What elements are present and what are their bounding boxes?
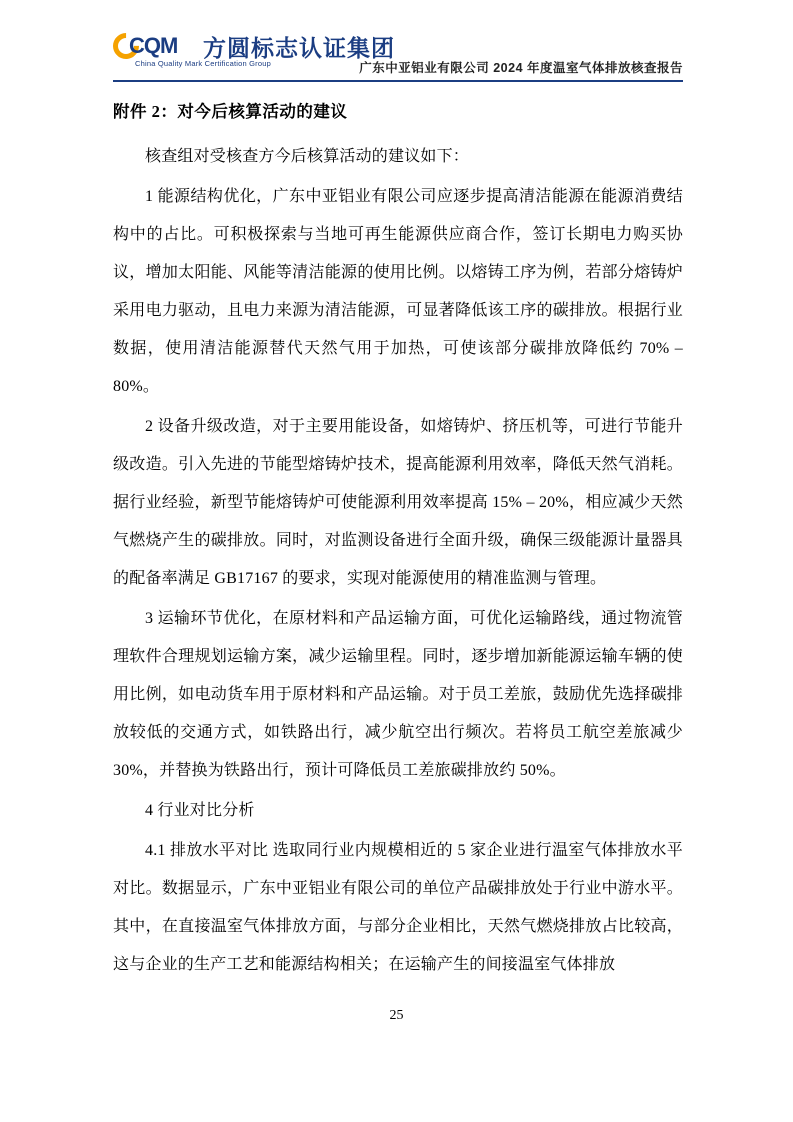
- header-document-title: 广东中亚铝业有限公司 2024 年度温室气体排放核查报告: [359, 61, 683, 75]
- document-body: [113, 98, 683, 986]
- paragraph-industry-comparison-heading: 4 行业对比分析: [145, 802, 255, 819]
- page-header: [113, 28, 683, 82]
- logo-company-name-en: China Quality Mark Certification Group: [135, 59, 271, 68]
- page-title: 附件 2：对今后核算活动的建议: [113, 102, 348, 121]
- page-number: 25: [389, 1008, 404, 1023]
- paragraph-equipment-upgrade: 2 设备升级改造，对于主要用能设备，如熔铸炉、挤压机等，可进行节能升级改造。引入先进的节能型熔铸炉技术，提高能源利用效率，降低天然气消耗。据行业经验，新型节能熔铸炉可使能源利用效率提高 15% – 20%，相应减少天然气燃烧产生的碳排放。同时，对监测设备进行全面升级，确保三级能源计量器具的配备率满足 GB17167 的要求，实现对能源使用的精准监测与管理。: [113, 418, 683, 587]
- cqm-logo-icon: [113, 31, 201, 61]
- paragraph-transport-optimization: 3 运输环节优化，在原材料和产品运输方面，可优化运输路线，通过物流管理软件合理规划运输方案，减少运输里程。同时，逐步增加新能源运输车辆的使用比例，如电动货车用于原材料和产品运输。对于员工差旅，鼓励优先选择碳排放较低的交通方式，如铁路出行，减少航空出行频次。若将员工航空差旅减少 30%，并替换为铁路出行，预计可降低员工差旅碳排放约 50%。: [113, 610, 683, 779]
- paragraph-energy-structure: 1 能源结构优化，广东中亚铝业有限公司应逐步提高清洁能源在能源消费结构中的占比。可积极探索与当地可再生能源供应商合作，签订长期电力购买协议，增加太阳能、风能等清洁能源的使用比例。以熔铸工序为例，若部分熔铸炉采用电力驱动，且电力来源为清洁能源，可显著降低该工序的碳排放。根据行业数据，使用清洁能源替代天然气用于加热，可使该部分碳排放降低约 70% – 80%。: [113, 188, 683, 395]
- header-divider: [113, 80, 683, 82]
- paragraph-emission-level-comparison: 4.1 排放水平对比 选取同行业内规模相近的 5 家企业进行温室气体排放水平对比。数据显示，广东中亚铝业有限公司的单位产品碳排放处于行业中游水平。其中，在直接温室气体排放方面，与部分企业相比，天然气燃烧排放占比较高，这与企业的生产工艺和能源结构相关；在运输产生的间接温室气体排放: [113, 842, 683, 973]
- logo-company-name-cn: 方圆标志认证集团: [203, 34, 395, 61]
- paragraph-intro: 核查组对受核查方今后核算活动的建议如下：: [145, 148, 470, 165]
- logo-abbr-text: CQM: [129, 33, 178, 58]
